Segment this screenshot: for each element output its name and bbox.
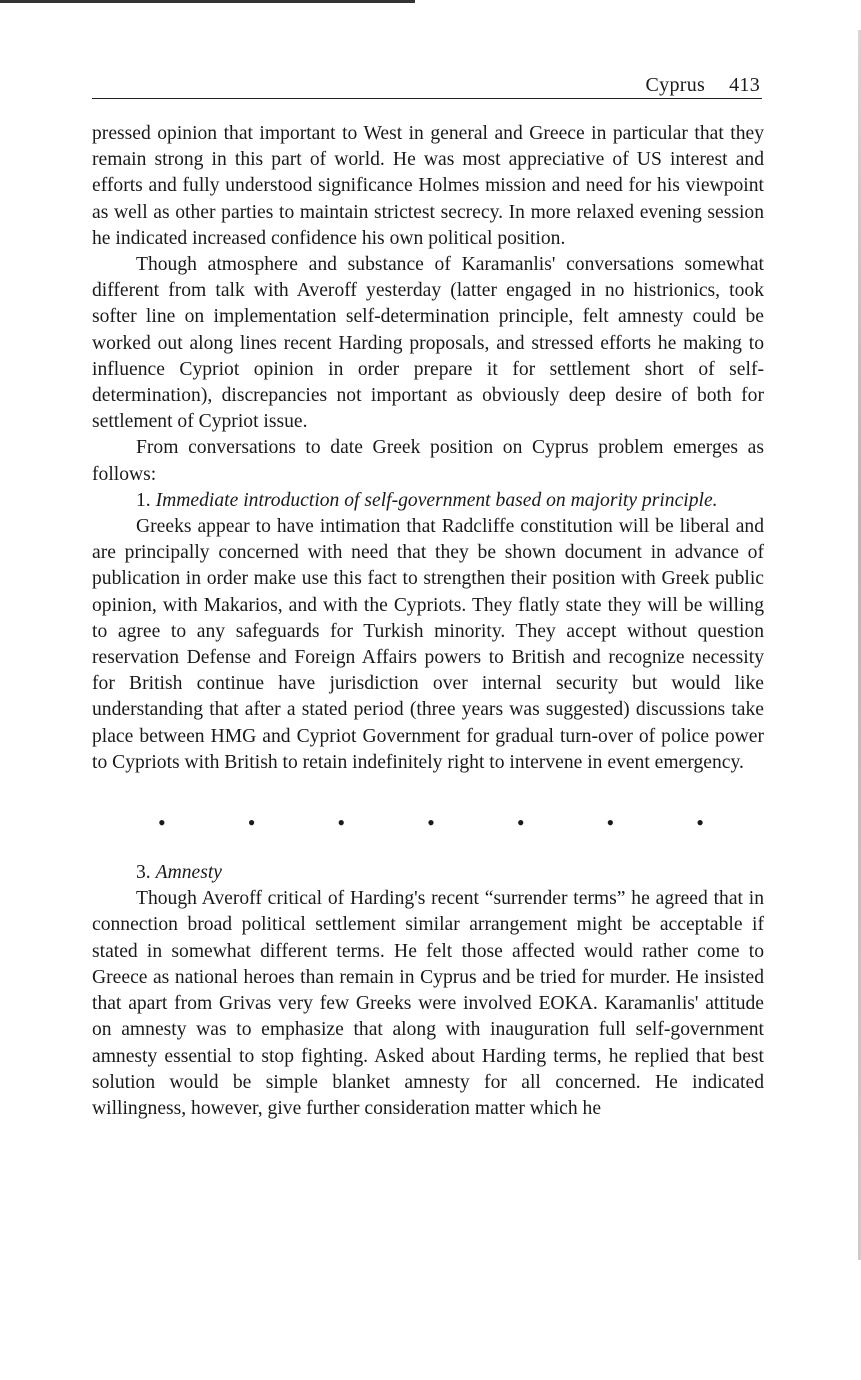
ellipsis-dot: •: [427, 810, 435, 836]
ellipsis-dot: •: [247, 810, 256, 836]
list-item-3-title: Amnesty: [155, 862, 222, 884]
paragraph-1: pressed opinion that important to West in general and Greece in particular that they remain strong in this part of world. He was most appreciative of US interest and efforts and fully understood significance Holmes mission and need for his viewpoint as well as other parties to maintain strictest secrecy. In more relaxed evening session he indicated increased confidence his own political position.: [92, 123, 764, 249]
list-item-1-number: 1.: [136, 489, 151, 511]
list-item-3-heading: [92, 860, 764, 886]
section-title: Cyprus: [645, 74, 706, 96]
document-body: [92, 121, 764, 1122]
ellipsis-dot: •: [696, 810, 704, 836]
list-item-1-title: Immediate introduction of self-government based on majority principle.: [155, 489, 718, 511]
section-gap: [92, 836, 764, 860]
ellipsis-dot: •: [158, 810, 166, 836]
ellipsis-dot: •: [337, 810, 346, 836]
paragraph-3: From conversations to date Greek position on Cyprus problem emerges as follows:: [92, 437, 764, 485]
ellipsis-separator: [158, 810, 704, 836]
paragraph-4: Greeks appear to have intimation that Radcliffe constitution will be liberal and are principally concerned with need that they be shown document in advance of publication in order make use this fact to strengthen their position with Greek public opinion, with Makarios, and with the Cypriots. They flatly state they will be willing to agree to any safeguards for Turkish minority. They accept without question reservation Defense and Foreign Affairs powers to British and recognize necessity for British continue have jurisdiction over internal security but would like understanding that after a stated period (three years was suggested) discussions take place between HMG and Cypriot Government for gradual turn-over of police power to Cypriots with British to retain indefinitely right to intervene in event emergency.: [92, 516, 764, 773]
ellipsis-dot: •: [516, 810, 525, 836]
paragraph-2: Though atmosphere and substance of Karamanlis' conversations somewhat different from talk with Averoff yesterday (latter engaged in no histrionics, took softer line on implementation self-determination principle, felt amnesty could be worked out along lines recent Harding proposals, and stressed efforts he making to influence Cypriot opinion in order prepare it for settlement short of self-determination), discrepancies not important as obviously deep desire of both for settlement of Cypriot issue.: [92, 254, 764, 433]
header-text: [646, 74, 761, 97]
list-item-3-number: 3.: [136, 862, 151, 884]
page-top-edge: [0, 0, 415, 3]
ellipsis-dot: •: [606, 810, 615, 836]
page-number: 413: [729, 74, 760, 96]
running-header: [92, 74, 762, 99]
paragraph-5: Though Averoff critical of Harding's recent “surrender terms” he agreed that in connection broad political settlement similar arrangement might be acceptable if stated in somewhat different terms. He felt those affected would rather come to Greece as national heroes than remain in Cyprus and be tried for murder. He insisted that apart from Grivas very few Greeks were involved EOKA. Karamanlis' attitude on amnesty was to emphasize that along with inauguration full self-government amnesty essential to stop fighting. Asked about Harding terms, he replied that best solution would be simple blanket amnesty for all concerned. He indicated willingness, however, give further consideration matter which he: [92, 888, 764, 1119]
list-item-1-heading: [92, 488, 764, 514]
